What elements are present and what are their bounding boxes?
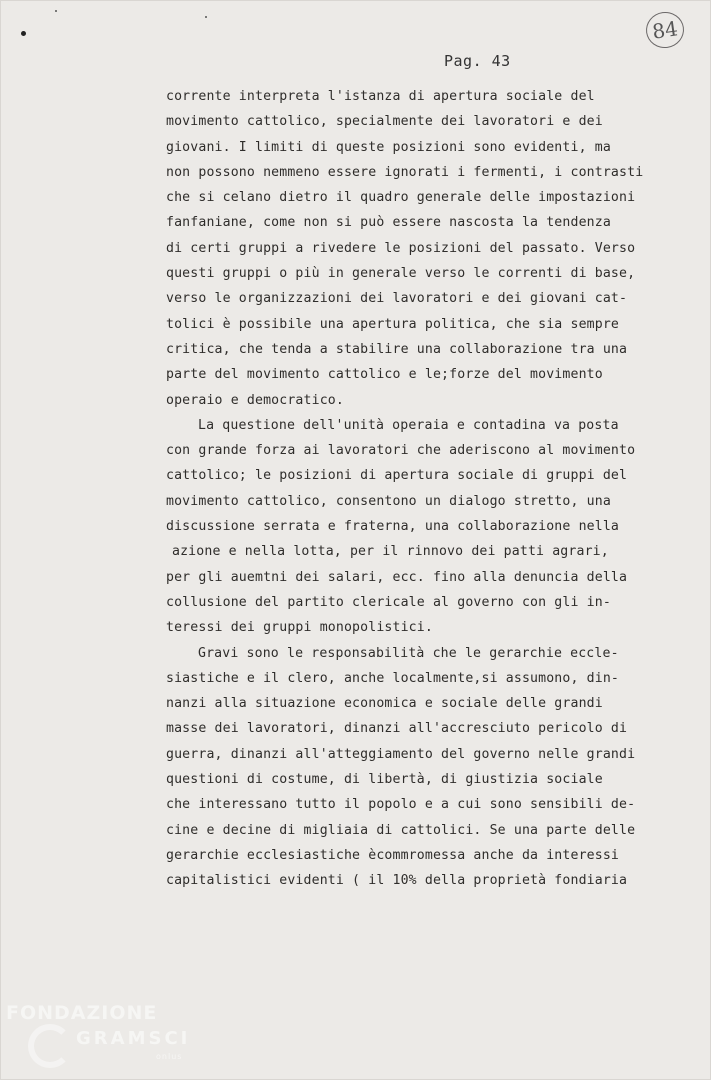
text-line: operaio e democratico. [166,392,344,408]
folio-number-handwritten: 84 [644,10,687,51]
paragraph-start-line: Gravi sono le responsabilità che le gerarchie eccle- [198,645,619,661]
text-line: che si celano dietro il quadro generale delle impostazioni [166,190,636,206]
text-line: con grande forza ai lavoratori che aderiscono al movimento [166,443,636,459]
text-line: di certi gruppi a rivedere le posizioni del passato. Verso [166,240,636,256]
fondazione-gramsci-watermark [6,1002,206,1072]
text-line: movimento cattolico, consentono un dialogo stretto, una [166,493,611,509]
text-line: fanfaniane, come non si può essere nascosta la tendenza [166,215,611,231]
text-line: verso le organizzazioni dei lavoratori e dei giovani cat- [166,291,628,307]
text-line: teressi dei gruppi monopolistici. [166,620,433,636]
text-line: questi gruppi o più in generale verso le correnti di base, [166,266,636,282]
text-line: azione e nella lotta, per il rinnovo dei patti agrari, [172,544,609,560]
ink-speck [55,10,57,12]
text-line: discussione serrata e fraterna, una collaborazione nella [166,519,620,535]
watermark-logo-icon [28,1024,72,1068]
text-line: tolici è possibile una apertura politica, che sia sempre [166,316,620,332]
ink-speck [205,16,207,18]
text-line: movimento cattolico, specialmente dei lavoratori e dei [166,114,603,130]
text-line: critica, che tenda a stabilire una collaborazione tra una [166,341,628,357]
text-line: questioni di costume, di libertà, di giustizia sociale [166,772,603,788]
text-line: masse dei lavoratori, dinanzi all'accresciuto pericolo di [166,721,628,737]
text-line: guerra, dinanzi all'atteggiamento del governo nelle grandi [166,746,636,762]
text-line: corrente interpreta l'istanza di apertura sociale del [166,89,595,104]
text-line: siastiche e il clero, anche localmente,si assumono, din- [166,670,620,686]
text-line: non possono nemmeno essere ignorati i fermenti, i contrasti [166,164,644,180]
watermark-subtitle: onlus [156,1052,183,1061]
paragraph-start-line: La questione dell'unità operaia e contadina va posta [198,417,619,433]
body-text [166,84,666,894]
text-line: collusione del partito clericale al governo con gli in- [166,594,611,610]
watermark-line2: GRAMSCI [76,1028,191,1049]
text-line: capitalistici evidenti ( il 10% della proprietà fondiaria [166,873,628,889]
ink-spot [21,31,26,36]
text-line: che interessano tutto il popolo e a cui sono sensibili de- [166,797,636,813]
watermark-line1: FONDAZIONE [6,1002,158,1024]
text-line: gerarchie ecclesiastiche ècommromessa anche da interessi [166,847,620,863]
text-line: parte del movimento cattolico e le;forze del movimento [166,367,603,383]
text-line: cattolico; le posizioni di apertura sociale di gruppi del [166,468,628,484]
text-line: cine e decine di migliaia di cattolici. Se una parte delle [166,822,636,838]
text-line: nanzi alla situazione economica e sociale delle grandi [166,696,603,712]
text-line: giovani. I limiti di queste posizioni sono evidenti, ma [166,139,611,155]
page-number: Pag. 43 [444,52,511,70]
text-line: per gli auemtni dei salari, ecc. fino alla denuncia della [166,569,628,585]
